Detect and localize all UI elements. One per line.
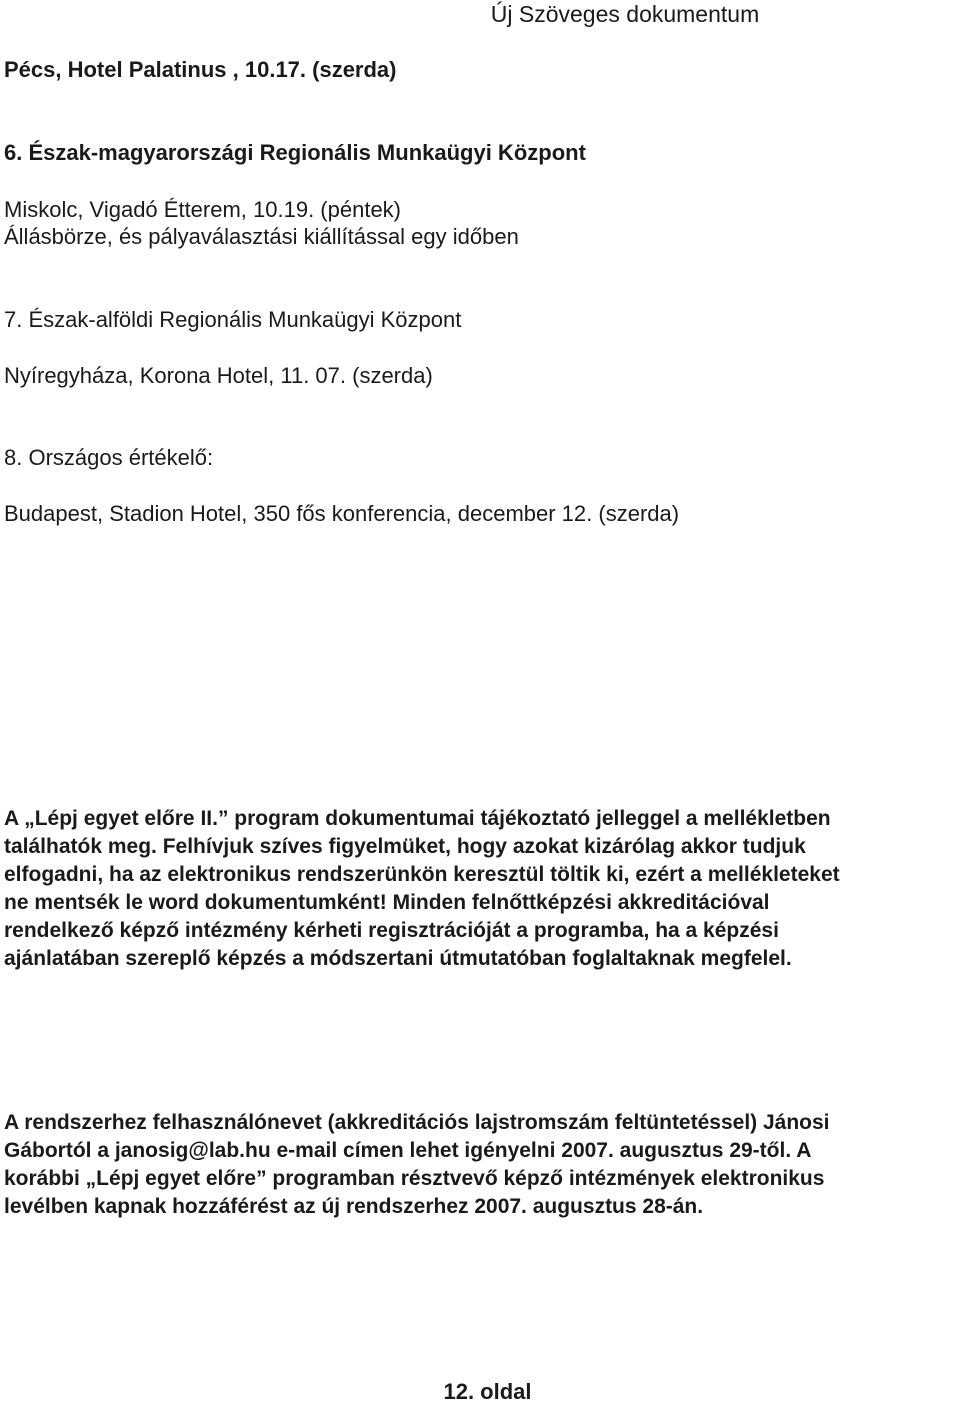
event-line: Pécs, Hotel Palatinus , 10.17. (szerda) — [4, 57, 397, 82]
paragraph-line: találhatók meg. Felhívjuk szíves figyelmüket, hogy azokat kizárólag akkor tudjuk — [4, 835, 806, 858]
event-line: 6. Észak-magyarországi Regionális Munkaügyi Központ — [4, 140, 586, 165]
event-line: Állásbörze, és pályaválasztási kiállítással egy időben — [4, 224, 519, 249]
event-line: Nyíregyháza, Korona Hotel, 11. 07. (szerda) — [4, 363, 433, 388]
registration-paragraph — [4, 1109, 960, 1221]
paragraph-line: ajánlatában szereplő képzés a módszertani útmutatóban foglaltaknak megfelel. — [4, 947, 792, 970]
paragraph-line: ne mentsék le word dokumentumként! Minden felnőttképzési akkreditációval — [4, 891, 770, 914]
event-line: 7. Észak-alföldi Regionális Munkaügyi Központ — [4, 307, 462, 332]
event-line: Miskolc, Vigadó Étterem, 10.19. (péntek) — [4, 197, 402, 222]
paragraph-line: elfogadni, ha az elektronikus rendszerünkön keresztül töltik ki, ezért a mellékleteket — [4, 863, 840, 886]
paragraph-line: A rendszerhez felhasználónevet (akkreditációs lajstromszám feltüntetéssel) Jánosi — [4, 1111, 830, 1134]
paragraph-line: korábbi „Lépj egyet előre” programban résztvevő képző intézmények elektronikus — [4, 1167, 825, 1190]
document-title: Új Szöveges dokumentum — [490, 1, 760, 27]
paragraph-line: rendelkező képző intézmény kérheti regisztrációját a programba, ha a képzési — [4, 919, 779, 942]
page-number: 12. oldal — [443, 1379, 532, 1404]
paragraph-line: levélben kapnak hozzáférést az új rendszerhez 2007. augusztus 28-án. — [4, 1195, 704, 1218]
paragraph-line: A „Lépj egyet előre II.” program dokumentumai tájékoztató jelleggel a mellékletben — [4, 807, 831, 830]
event-line: Budapest, Stadion Hotel, 350 fős konferencia, december 12. (szerda) — [4, 501, 680, 526]
info-paragraph — [4, 805, 960, 973]
event-line: 8. Országos értékelő: — [4, 445, 214, 470]
paragraph-line: Gábortól a janosig@lab.hu e-mail címen lehet igényelni 2007. augusztus 29-től. A — [4, 1139, 812, 1162]
